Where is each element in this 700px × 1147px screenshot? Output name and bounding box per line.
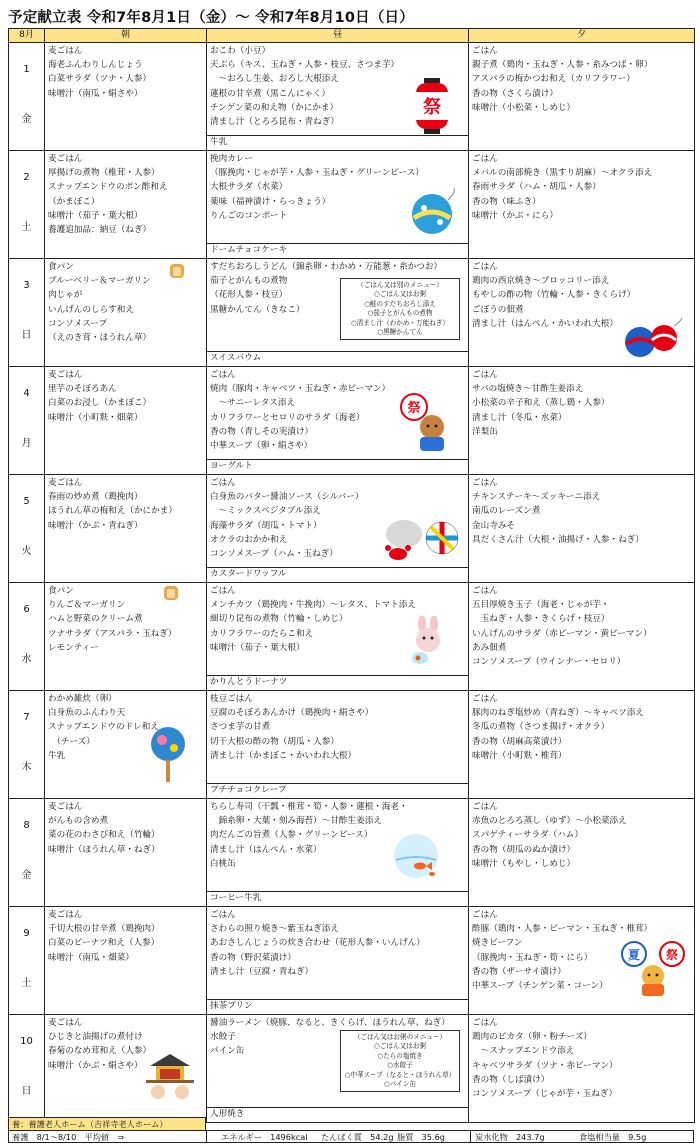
menu-item: 麦ごはん xyxy=(48,154,83,164)
day-cell xyxy=(9,907,45,1015)
menu-item: ごはん xyxy=(472,694,498,704)
day-row xyxy=(9,367,695,475)
fat-value: 脂質 35.6g xyxy=(397,1131,471,1142)
breakfast-cell xyxy=(45,799,207,907)
menu-item: 清まし汁（とろろ昆布・青ねぎ） xyxy=(210,117,339,128)
header-row xyxy=(9,29,695,43)
crab-beachball-icon xyxy=(380,510,462,562)
menu-item: いんげんのしらす和え xyxy=(48,304,134,315)
day-number: 10 xyxy=(20,1036,33,1047)
menu-item: （えのき茸・ほうれん草） xyxy=(48,333,152,344)
alternative-menu-line: ○黒糖かんてん xyxy=(377,328,423,337)
menu-item: ごはん xyxy=(472,802,498,812)
weekday: 金 xyxy=(21,114,32,125)
menu-item: 味噌汁（茄子・葉大根） xyxy=(48,210,143,221)
menu-item: 水餃子 xyxy=(210,1032,236,1043)
menu-item: 清まし汁（冬瓜・水菜） xyxy=(472,412,567,423)
facility-label: 養：養護老人ホーム（吉祥寺老人ホーム） xyxy=(8,1117,206,1130)
menu-item: ほうれん草の梅和え（かにかま） xyxy=(48,506,177,517)
breakfast-cell xyxy=(45,367,207,475)
weekday: 土 xyxy=(21,978,32,989)
uchiwa-fan-icon xyxy=(148,726,190,784)
period-label: 養護 8/1～8/10 平均値 ⇒ xyxy=(9,1131,207,1142)
alternative-menu-line: ○たらの塩焼き xyxy=(377,1051,423,1060)
menu-item: 味噌汁（かぶ・青ねぎ） xyxy=(48,520,143,531)
day-row xyxy=(9,583,695,691)
snack-divider xyxy=(207,1107,468,1108)
goldfish-bowl-icon xyxy=(390,830,446,880)
menu-item: さわらの照り焼き～紫玉ねぎ添え xyxy=(210,924,339,935)
menu-item: 親子煮（鶏肉・玉ねぎ・人参・糸みつば・卵） xyxy=(472,60,653,71)
menu-item: 食パン xyxy=(48,262,74,272)
weekday: 日 xyxy=(21,330,32,341)
snack-item: 抹茶プリン xyxy=(210,1000,253,1011)
day-number: 3 xyxy=(23,280,30,291)
menu-item: （チーズ） xyxy=(48,736,95,747)
rabbit-goldfish-icon xyxy=(406,616,452,666)
day-number: 8 xyxy=(23,820,30,831)
menu-item: ごはん xyxy=(472,910,498,920)
menu-item: 養護追加品：納豆（ねぎ） xyxy=(48,225,152,236)
menu-item: 麦ごはん xyxy=(48,478,83,488)
menu-item: ごはん xyxy=(210,370,236,380)
menu-item: 味噌汁（もやし・しめじ） xyxy=(472,858,576,869)
menu-item: りんごのコンポート xyxy=(210,210,288,221)
menu-item: スナップエンドウのドレ和え xyxy=(48,722,159,733)
menu-item: 海藻サラダ（胡瓜・トマト） xyxy=(210,520,322,531)
alternative-menu-line: ○清まし汁（わかめ・万能ねぎ） xyxy=(350,318,450,327)
menu-item: 肉じゃが xyxy=(48,290,83,301)
menu-item: コンソメスープ（ハム・玉ねぎ） xyxy=(210,549,338,560)
day-number: 9 xyxy=(23,928,30,939)
menu-item: 茄子とがんもの煮物 xyxy=(210,276,288,287)
menu-item: りんご＆マーガリン xyxy=(48,600,126,611)
day-cell xyxy=(9,583,45,691)
breakfast-cell xyxy=(45,583,207,691)
weekday: 水 xyxy=(21,654,32,665)
menu-item: 挽肉カレー xyxy=(210,154,253,164)
menu-item: 白身魚のふんわり天 xyxy=(48,708,126,719)
header-dinner: 夕 xyxy=(469,29,695,43)
breakfast-cell xyxy=(45,475,207,583)
menu-item: ごはん xyxy=(472,1018,498,1028)
bread-icon xyxy=(168,262,186,280)
day-cell xyxy=(9,1015,45,1123)
day-number: 4 xyxy=(23,388,30,399)
header-breakfast: 朝 xyxy=(45,29,207,43)
menu-item: 白身魚のバター醤油ソース（シルバー） xyxy=(210,492,364,503)
menu-item: 豆腐のそぼろあんかけ（鶏挽肉・絹さや） xyxy=(210,708,374,719)
menu-item: 中華スープ（卵・絹さや） xyxy=(210,441,313,452)
menu-item: 麦ごはん xyxy=(48,802,83,812)
menu-item: 香の物（ザーサイ漬け） xyxy=(472,966,566,977)
menu-item: ひじきと油揚げの煮付け xyxy=(48,1032,143,1043)
menu-item: 厚揚げの煮物（椎茸・人参） xyxy=(48,168,160,179)
menu-item: 味噌汁（ほうれん草・ねぎ） xyxy=(48,844,160,855)
snack-item: 人形焼き xyxy=(210,1108,245,1119)
breakfast-cell xyxy=(45,907,207,1015)
menu-item: 枝豆ごはん xyxy=(210,694,253,704)
day-number: 7 xyxy=(23,712,30,723)
menu-item: チキンステーキ～ズッキーニ添え xyxy=(472,492,601,503)
yoyo-icon xyxy=(408,188,458,238)
menu-item: 切干大根の酢の物（胡瓜・人参） xyxy=(210,736,339,747)
fan-text: 祭 xyxy=(407,401,421,416)
page-title: 予定献立表 令和7年8月1日（金）～ 令和7年8月10日（日） xyxy=(8,10,414,26)
alternative-menu-line: ○パイン缶 xyxy=(383,1080,417,1089)
menu-item: カリフラワーのたらこ和え xyxy=(210,628,314,639)
menu-item: カリフラワーとセロリのサラダ（海老） xyxy=(210,412,365,423)
day-number: 1 xyxy=(23,64,30,75)
weekday: 日 xyxy=(21,1086,32,1097)
menu-item: 麦ごはん xyxy=(48,1018,83,1028)
menu-item: おこわ（小豆） xyxy=(210,46,271,56)
menu-item: いんげんのサラダ（赤ピーマン・黄ピーマン） xyxy=(472,628,652,639)
menu-item: アスパラの梅かつお和え（カリフラワー） xyxy=(472,74,635,85)
menu-item: 白桃缶 xyxy=(210,858,236,869)
menu-item: 薬味（福神漬け・らっきょう） xyxy=(210,196,331,207)
menu-item: すだちおろしうどん（錦糸卵・わかめ・万能葱・糸かつお） xyxy=(210,262,443,272)
day-cell xyxy=(9,151,45,259)
menu-item: （かまぼこ） xyxy=(48,196,100,207)
menu-item: スパゲティーサラダ（ハム） xyxy=(472,830,583,841)
menu-item: パイン缶 xyxy=(210,1046,245,1057)
weekday: 火 xyxy=(21,546,32,557)
menu-item: サバの塩焼き～甘酢生姜添え xyxy=(472,384,584,395)
alternative-menu-line: ○鮭のすだちおろし添え xyxy=(364,299,436,308)
menu-item: 菜の花のわさび和え（竹輪） xyxy=(48,830,160,841)
menu-table xyxy=(8,28,695,1123)
menu-item: 春雨サラダ（ハム・胡瓜・人参） xyxy=(472,182,601,193)
day-cell xyxy=(9,367,45,475)
menu-item: 具だくさん汁（大根・油揚げ・人参・ねぎ） xyxy=(472,534,644,545)
menu-item: ～おろし生姜、おろし大根添え xyxy=(210,74,339,85)
alternative-menu-line: ○ごはん又はお粥 xyxy=(374,1042,426,1051)
menu-item: 黒糖かんてん（きなこ） xyxy=(210,304,305,315)
menu-item: コンソメスープ xyxy=(48,318,108,329)
day-number: 2 xyxy=(23,172,30,183)
menu-item: あおさしんじょうの炊き合わせ（花形人参・いんげん） xyxy=(210,938,425,949)
weekday: 木 xyxy=(21,762,32,773)
menu-item: レモンティー xyxy=(48,642,99,653)
menu-item: 蓮根の甘辛煮（黒こんにゃく） xyxy=(210,88,331,99)
menu-item: 大根サラダ（水菜） xyxy=(210,182,288,193)
menu-item: もやしの酢の物（竹輪・人参・きくらげ） xyxy=(472,290,636,301)
menu-item: ごぼうの佃煮 xyxy=(472,304,524,315)
menu-item: （花形人参・枝豆） xyxy=(210,290,288,301)
breakfast-cell xyxy=(45,151,207,259)
day-cell xyxy=(9,475,45,583)
menu-item: 豚肉のねぎ塩炒め（青ねぎ）～キャベツ添え xyxy=(472,708,644,719)
snack-item: ドームチョコケーキ xyxy=(210,244,287,255)
dinner-cell xyxy=(469,43,695,151)
snack-item: スイスバウム xyxy=(210,352,262,363)
breakfast-cell xyxy=(45,43,207,151)
energy-value: エネルギー 1496kcal xyxy=(221,1132,308,1142)
menu-item: ツナサラダ（アスパラ・玉ねぎ） xyxy=(48,628,177,639)
menu-item: 海老ふんわりしんじょう xyxy=(48,60,143,71)
menu-item: 清まし汁（かまぼこ・かいわれ大根） xyxy=(210,750,357,761)
lunch-cell xyxy=(207,691,469,799)
menu-item: あみ佃煮 xyxy=(472,642,507,653)
menu-item: （豚挽肉・玉ねぎ・筍・にら） xyxy=(472,952,593,963)
header-lunch: 昼 xyxy=(207,29,469,43)
alternative-menu-box xyxy=(340,1030,460,1092)
lunch-cell xyxy=(207,907,469,1015)
menu-item: ブルーベリー＆マーガリン xyxy=(48,276,151,287)
header-month: 8月 xyxy=(9,29,45,43)
dinner-cell xyxy=(469,799,695,907)
menu-item: がんもの含め煮 xyxy=(48,816,109,827)
alternative-menu-line: （ごはん又は別のメニュー） xyxy=(357,281,443,289)
lantern-text: 祭 xyxy=(423,97,441,118)
menu-item: 鶏肉のピカタ（卵・粉チーズ） xyxy=(472,1032,592,1043)
menu-item: ごはん xyxy=(472,154,498,164)
menu-item: ごはん xyxy=(210,478,236,488)
menu-item: 千切大根の甘辛煮（鶏挽肉） xyxy=(48,924,160,935)
menu-item: わかめ雑炊（卵） xyxy=(48,694,117,704)
menu-item: 麦ごはん xyxy=(48,370,83,380)
summer-festival-icon xyxy=(620,940,688,998)
snack-item: かりんとうドーナツ xyxy=(210,676,288,687)
menu-item: 味噌汁（小松菜・しめじ） xyxy=(472,102,576,113)
snack-item: プチチョコクレープ xyxy=(210,784,287,795)
menu-item: メンチカツ（鶏挽肉・牛挽肉）～レタス、トマト添え xyxy=(210,600,416,611)
bread-icon-2 xyxy=(162,584,180,602)
menu-item: 味噌汁（茄子・葉大根） xyxy=(210,642,305,653)
menu-item: 冬瓜の煮物（さつま揚げ・オクラ） xyxy=(472,722,610,733)
menu-item: 味噌汁（小町麩・椎茸） xyxy=(472,750,567,761)
summer-text: 夏 xyxy=(627,948,641,962)
menu-item: 麦ごはん xyxy=(48,910,83,920)
menu-item: 焼きビーフン xyxy=(472,938,523,949)
menu-item: 肉だんごの旨煮（人参・グリーンピース） xyxy=(210,830,373,841)
alternative-menu-line: （ごはん又はお粥のメニュー） xyxy=(353,1033,447,1041)
menu-item: ～サニーレタス添え xyxy=(210,398,296,409)
dinner-cell xyxy=(469,583,695,691)
menu-item: チンゲン菜の和え物（かにかま） xyxy=(210,102,339,113)
menu-item: ごはん xyxy=(472,370,498,380)
menu-item: 醤油ラーメン（焼豚、なると、きくらげ、ほうれん草、ねぎ） xyxy=(210,1018,450,1028)
menu-item: コンソメスープ（ウインナー・セロリ） xyxy=(472,657,626,668)
day-row xyxy=(9,691,695,799)
menu-item: 味噌汁（かぶ・絹さや） xyxy=(48,1060,143,1071)
menu-item: 香の物（しば漬け） xyxy=(472,1074,550,1085)
menu-item: 白菜のピーナツ和え（人参） xyxy=(48,938,160,949)
menu-item: 玉ねぎ・人参・きくらげ・枝豆） xyxy=(472,614,610,625)
menu-item: 五目厚焼き玉子（海老・じゃが芋・ xyxy=(472,600,610,611)
day-cell xyxy=(9,691,45,799)
menu-item: 白菜のお浸し（かまぼこ） xyxy=(48,398,152,409)
menu-item: ごはん xyxy=(472,478,498,488)
festival-text: 祭 xyxy=(665,948,679,962)
menu-item: 南瓜のレーズン煮 xyxy=(472,506,541,517)
snack-item: ヨーグルト xyxy=(210,460,253,471)
day-number: 6 xyxy=(23,604,30,615)
menu-item: 錦糸卵・大葉・刻み海苔）～甘酢生姜添え xyxy=(210,816,382,827)
nutrition-row xyxy=(8,1130,694,1143)
day-cell xyxy=(9,43,45,151)
menu-item: 食パン xyxy=(48,586,74,596)
snack-item: カスタードワッフル xyxy=(210,568,287,579)
alternative-menu-line: ○茄子とがんもの煮物 xyxy=(367,309,433,318)
menu-item: 春雨の炒め煮（鶏挽肉） xyxy=(48,492,143,503)
menu-item: 味噌汁（かぶ・にら） xyxy=(472,210,558,221)
day-row xyxy=(9,475,695,583)
menu-item: ハムと野菜のクリーム煮 xyxy=(48,614,143,625)
dinner-cell xyxy=(469,475,695,583)
menu-item: 香の物（野沢菜漬け） xyxy=(210,952,296,963)
menu-item: 香の物（青しその実漬け） xyxy=(210,426,314,437)
day-row xyxy=(9,907,695,1015)
weekday: 月 xyxy=(21,438,32,449)
menu-item: 香の物（さくら漬け） xyxy=(472,88,558,99)
menu-item: 牛乳 xyxy=(48,750,66,761)
menu-item: 洋梨缶 xyxy=(472,426,498,437)
menu-item: ごはん xyxy=(472,46,498,56)
weekday: 土 xyxy=(21,222,32,233)
menu-item: 香の物（胡瓜のぬか漬け） xyxy=(472,844,576,855)
menu-item: さつま芋の甘煮 xyxy=(210,722,271,733)
menu-item: 春菊のなめ茸和え（人参） xyxy=(48,1046,152,1057)
day-number: 5 xyxy=(23,496,30,507)
menu-item: ～ミックスベジタブル添え xyxy=(210,506,321,517)
menu-item: オクラのおかか和え xyxy=(210,534,288,545)
menu-item: 清まし汁（はんぺん・水菜） xyxy=(210,844,322,855)
mikoshi-icon xyxy=(146,1050,194,1102)
menu-item: 中華スープ（チンゲン菜・コーン） xyxy=(472,981,608,992)
menu-item: （豚挽肉・じゃが芋・人参・玉ねぎ・グリーンピース） xyxy=(210,168,424,179)
dinner-cell xyxy=(469,691,695,799)
lantern-icon xyxy=(410,78,454,136)
menu-item: 味噌汁（小町麩・畑菜） xyxy=(48,412,143,423)
day-cell xyxy=(9,799,45,907)
menu-item: 鶏肉の西京焼き～ブロッコリー添え xyxy=(472,276,610,287)
menu-item: 香の物（味ふき） xyxy=(472,196,541,207)
alternative-menu-line: ○ごはん又はお粥 xyxy=(374,290,426,299)
menu-item: キャベツサラダ（ツナ・赤ピーマン） xyxy=(472,1060,618,1071)
alternative-menu-box xyxy=(340,278,460,340)
dinner-cell xyxy=(469,1015,695,1123)
menu-item: 小松菜の辛子和え（蒸し鶏・人参） xyxy=(472,398,610,409)
menu-item: ごはん xyxy=(472,262,498,272)
menu-item: コンソメスープ（じゃが芋・玉ねぎ） xyxy=(472,1089,618,1100)
yoyo-balloons-icon xyxy=(622,318,684,360)
menu-item: 焼肉（豚肉・キャベツ・玉ねぎ・赤ピーマン） xyxy=(210,384,391,395)
menu-item: スナップエンドウのポン酢和え xyxy=(48,182,168,193)
day-row xyxy=(9,151,695,259)
menu-item: 金山寺みそ xyxy=(472,520,515,531)
menu-item: 香の物（胡麻高菜漬け） xyxy=(472,736,567,747)
menu-item: ごはん xyxy=(210,586,236,596)
menu-item: 白菜サラダ（ツナ・人参） xyxy=(48,74,152,85)
menu-item: ちらし寿司（干瓢・椎茸・筍・人参・蓮根・海老・ xyxy=(210,802,408,812)
menu-item: ごはん xyxy=(210,910,236,920)
alternative-menu-line: ○中華スープ（なると・ほうれん草） xyxy=(344,1070,456,1079)
nutrition-footer xyxy=(8,1117,694,1143)
salt-value: 食塩相当量 9.5g xyxy=(579,1132,647,1142)
day-cell xyxy=(9,259,45,367)
menu-item: 味噌汁（南瓜・絹さや） xyxy=(48,88,143,99)
menu-item: 細切り昆布の煮物（竹輪・しめじ） xyxy=(210,614,348,625)
menu-item: 清まし汁（豆腐・青ねぎ） xyxy=(210,966,314,977)
day-row xyxy=(9,43,695,151)
menu-item: 清まし汁（はんぺん・かいわれ大根） xyxy=(472,318,618,329)
dinner-cell xyxy=(469,151,695,259)
menu-item: ～スナップエンドウ添え xyxy=(472,1046,575,1057)
menu-item: 天ぷら（キス、玉ねぎ・人参・枝豆、さつま芋） xyxy=(210,60,400,71)
menu-item: 里芋のそぼろあん xyxy=(48,384,117,395)
dinner-cell xyxy=(469,367,695,475)
menu-item: ごはん xyxy=(472,586,498,596)
weekday: 金 xyxy=(21,870,32,881)
alternative-menu-line: ○水餃子 xyxy=(387,1061,413,1070)
snack-item: コーヒー牛乳 xyxy=(210,892,262,903)
protein-value: たんぱく質 54.2g xyxy=(321,1132,394,1142)
snack-item: 牛乳 xyxy=(210,136,228,147)
menu-item: 麦ごはん xyxy=(48,46,83,56)
festival-bear-icon xyxy=(398,393,450,451)
day-row xyxy=(9,799,695,907)
menu-item: 酢豚（鶏肉・人参・ピーマン・玉ねぎ・椎茸） xyxy=(472,924,653,935)
carb-value: 炭水化物 243.7g xyxy=(475,1132,545,1142)
menu-item: メバルの南部焼き（黒すり胡麻）～オクラ添え xyxy=(472,168,653,179)
menu-item: 味噌汁（南瓜・畑菜） xyxy=(48,952,134,963)
menu-item: 赤魚のとろろ蒸し（ゆず）～小松菜添え xyxy=(472,816,627,827)
